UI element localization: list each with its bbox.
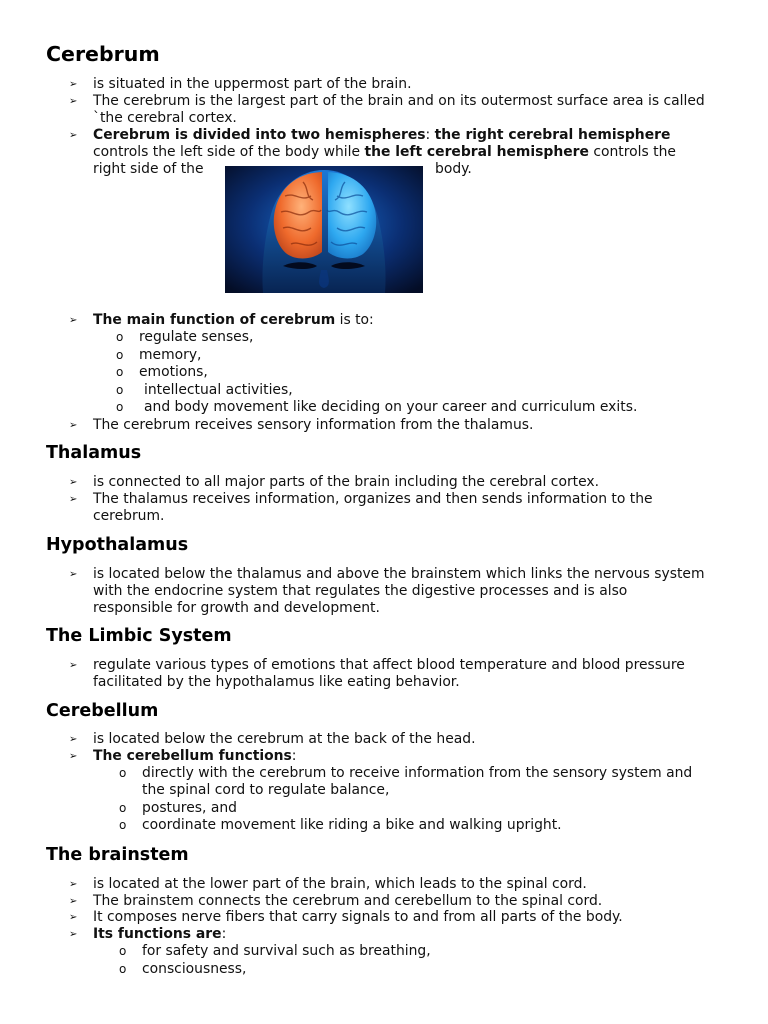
cerebrum-bullet-3-line-3a: right side of the [93,161,204,177]
text: controls the left side of the body while [93,144,365,160]
bold-text: The main function of cerebrum [93,312,336,328]
brainstem-bullet-3: It composes nerve fibers that carry signals to and from all parts of the body. [93,909,623,925]
sub-bullet: o [119,801,127,815]
sub-bullet: o [116,365,124,379]
arrow-bullet: ➢ [69,929,78,940]
brain-illustration [225,166,423,293]
arrow-bullet: ➢ [69,660,78,671]
arrow-bullet: ➢ [69,315,78,326]
hypothalamus-line-1: is located below the thalamus and above the brainstem which links the nervous system [93,566,705,582]
text: : [221,926,227,942]
sub-bullet: o [116,330,124,344]
arrow-bullet: ➢ [69,569,78,580]
cerebellum-function-3: coordinate movement like riding a bike and walking upright. [142,817,562,833]
sub-bullet: o [119,766,127,780]
sub-bullet: o [119,818,127,832]
cerebrum-bullet-5: The cerebrum receives sensory information from the thalamus. [93,417,534,433]
cerebrum-function-item: emotions, [139,364,208,380]
sub-bullet: o [119,944,127,958]
brainstem-bullet-1: is located at the lower part of the brain, which leads to the spinal cord. [93,876,587,892]
cerebrum-bullet-3-line-2 [93,144,676,161]
brainstem-bullet-2: The brainstem connects the cerebrum and cerebellum to the spinal cord. [93,893,603,909]
brain-hemispheres-image [225,166,423,293]
arrow-bullet: ➢ [69,912,78,923]
heading-thalamus: Thalamus [46,443,142,463]
cerebrum-bullet-2-line-2: `the cerebral cortex. [93,110,237,126]
cerebellum-function-1-line-1: directly with the cerebrum to receive information from the sensory system and [142,765,693,781]
sub-bullet: o [119,962,127,976]
bold-text: Cerebrum is divided into two hemispheres [93,127,426,143]
arrow-bullet: ➢ [69,79,78,90]
arrow-bullet: ➢ [69,734,78,745]
brainstem-function-1: for safety and survival such as breathing, [142,943,431,959]
sub-bullet: o [116,400,124,414]
arrow-bullet: ➢ [69,751,78,762]
sub-bullet: o [116,383,124,397]
cerebrum-function-item: intellectual activities, [144,382,293,398]
arrow-bullet: ➢ [69,494,78,505]
cerebellum-bullet-2 [93,748,296,765]
arrow-bullet: ➢ [69,96,78,107]
cerebrum-bullet-2-line-1: The cerebrum is the largest part of the brain and on its outermost surface area is called [93,93,705,109]
brainstem-function-2: consciousness, [142,961,247,977]
brainstem-bullet-4 [93,926,226,943]
cerebrum-function-item: memory, [139,347,202,363]
text: : [291,748,297,764]
limbic-line-1: regulate various types of emotions that affect blood temperature and blood pressure [93,657,685,673]
cerebrum-function-item: and body movement like deciding on your career and curriculum exits. [144,399,638,415]
thalamus-bullet-1: is connected to all major parts of the brain including the cerebral cortex. [93,474,600,490]
text: controls the [588,144,676,160]
cerebrum-bullet-3-line-1 [93,127,670,144]
cerebrum-bullet-4 [93,312,374,329]
bold-text: Its functions are [93,926,222,942]
text: : [425,127,435,143]
hypothalamus-line-2: with the endocrine system that regulates the digestive processes and is also [93,583,628,599]
cerebrum-function-item: regulate senses, [139,329,254,345]
sub-bullet: o [116,348,124,362]
cerebellum-function-1-line-2: the spinal cord to regulate balance, [142,782,390,798]
bold-text: The cerebellum functions [93,748,292,764]
arrow-bullet: ➢ [69,130,78,141]
limbic-line-2: facilitated by the hypothalamus like eating behavior. [93,674,460,690]
heading-cerebellum: Cerebellum [46,701,159,721]
thalamus-bullet-2-line-2: cerebrum. [93,508,165,524]
arrow-bullet: ➢ [69,896,78,907]
arrow-bullet: ➢ [69,879,78,890]
heading-limbic-system: The Limbic System [46,626,232,646]
text: is to: [335,312,374,328]
heading-hypothalamus: Hypothalamus [46,535,189,555]
cerebellum-function-2: postures, and [142,800,237,816]
heading-cerebrum: Cerebrum [46,42,160,66]
bold-text: the left cerebral hemisphere [364,144,589,160]
arrow-bullet: ➢ [69,420,78,431]
cerebrum-bullet-3-line-3b: body. [435,161,472,177]
arrow-bullet: ➢ [69,477,78,488]
thalamus-bullet-2-line-1: The thalamus receives information, organizes and then sends information to the [93,491,653,507]
hypothalamus-line-3: responsible for growth and development. [93,600,380,616]
bold-text: the right cerebral hemisphere [434,127,671,143]
heading-brainstem: The brainstem [46,845,189,865]
cerebellum-bullet-1: is located below the cerebrum at the back of the head. [93,731,476,747]
cerebrum-bullet-1: is situated in the uppermost part of the brain. [93,76,412,92]
